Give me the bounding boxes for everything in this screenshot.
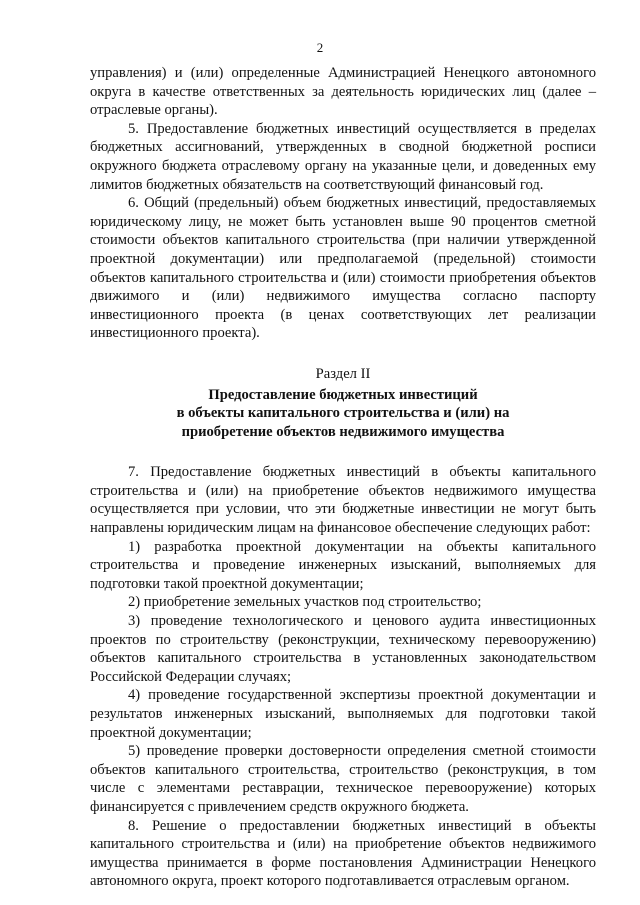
paragraph: 5. Предоставление бюджетных инвестиций осуществляется в пределах бюджетных ассигнований, утвержденных в сводной бюджетной росписи окружного бюджета отраслевому органу на указанные цели, и доведенных ему лимитов бюджетных обязательств на соответствующий финансовый год. (90, 120, 596, 193)
section-heading (90, 365, 596, 441)
paragraph: управления) и (или) определенные Администрацией Ненецкого автономного округа в качестве ответственных за деятельность юридических лиц (далее – отраслевые органы). (90, 65, 596, 119)
paragraph: 6. Общий (предельный) объем бюджетных инвестиций, предоставляемых юридическому лицу, не может быть установлен выше 90 процентов сметной стоимости объектов капитального строительства (при наличии утвержденной проектной документации) или предполагаемой (предельной) стоимости объектов капитального строительства и (или) стоимости приобретения объектов движимого и (или) недвижимого имущества согласно паспорту инвестиционного проекта (в ценах соответствующих лет реализации инвестиционного проекта). (90, 195, 596, 342)
section-label: Раздел II (315, 365, 371, 382)
paragraph: 2) приобретение земельных участков под строительство; (128, 594, 482, 611)
paragraph: 5) проведение проверки достоверности определения сметной стоимости объектов капитального строительства, строительство (реконструкция, в том числе с элементами реставрации, техническое перевооружение) которых финансируется с привлечением средств окружного бюджета. (90, 743, 596, 815)
document-body (90, 64, 596, 891)
paragraph: 4) проведение государственной экспертизы проектной документации и результатов инженерных изысканий, выполняемых для подготовки такой проектной документации; (90, 687, 596, 741)
section-title-line: в объекты капитального строительства и (или) на (176, 405, 510, 422)
paragraph: 1) разработка проектной документации на объекты капитального строительства и проведение инженерных изысканий, выполняемых для подготовки такой проектной документации; (90, 538, 596, 592)
paragraph: 8. Решение о предоставлении бюджетных инвестиций в объекты капитального строительства и (или) на приобретение объектов недвижимого имущества принимается в форме постановления Администрации Ненецкого автономного округа, проект которого подготавливается отраслевым органом. (90, 817, 596, 890)
paragraph: 3) проведение технологического и ценового аудита инвестиционных проектов по строительству (реконструкции, техническому перевооружению) объектов капитального строительства в установленных законодательством Российской Федерации случаях; (90, 613, 596, 685)
section-title-line: Предоставление бюджетных инвестиций (208, 386, 478, 403)
section-title-line: приобретение объектов недвижимого имущества (181, 423, 505, 440)
top-paragraphs (90, 64, 596, 343)
page-number: 2 (316, 40, 324, 55)
section-title (90, 386, 596, 442)
paragraph: 7. Предоставление бюджетных инвестиций в объекты капитального строительства и (или) на приобретение объектов недвижимого имущества осуществляется при условии, что эти бюджетные инвестиции не могут быть направлены юридическим лицам на финансовое обеспечение следующих работ: (90, 464, 596, 537)
bottom-paragraphs (90, 463, 596, 891)
